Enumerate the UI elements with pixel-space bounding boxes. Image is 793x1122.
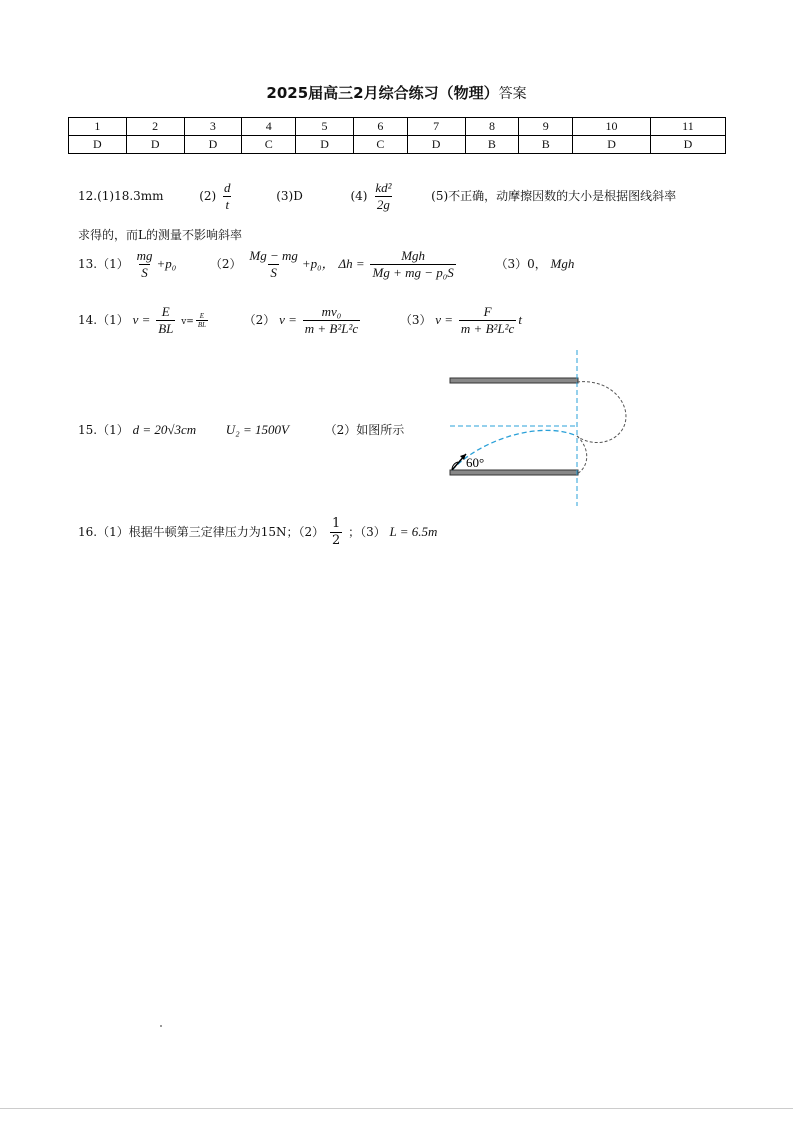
q15-label: 15.（1） [78, 423, 129, 437]
page-title [0, 82, 793, 103]
q16-line [78, 516, 437, 549]
magnetic-field-arc [577, 382, 626, 443]
q14-small-v: v= [181, 317, 194, 327]
table-cell: C [353, 136, 407, 154]
q14-line [78, 304, 522, 337]
q12-fraction-kd2-2g: $\frac{\text{kd²}}{2g}$ [375, 180, 392, 212]
table-cell: 4 [242, 118, 296, 136]
table-cell: 3 [184, 118, 242, 136]
q13-fraction-3: $\frac{\text{Mgh}}{\text{Mg + mg − p₀S}}$ [372, 248, 454, 280]
q14-v1: v = [132, 312, 151, 327]
table-cell: D [184, 136, 242, 154]
q14-small-fraction: $\frac{E}{BL}$ [197, 312, 206, 329]
q12-part4: (4) [350, 189, 368, 203]
return-arc [577, 436, 587, 474]
table-cell: 8 [465, 118, 519, 136]
q16-fraction-half: $\frac{1}{2}$ [331, 516, 341, 548]
q15-d-expression: d = 20√3cm [132, 422, 197, 437]
q14-label: 14.（1） [78, 313, 129, 327]
q13-dh: Δh = [338, 256, 365, 271]
table-cell: 2 [126, 118, 184, 136]
q13-f1-tail: +p₀ [156, 256, 177, 271]
trajectory-diagram [440, 350, 640, 510]
table-cell: D [69, 136, 127, 154]
table-cell: 6 [353, 118, 407, 136]
q16-label: 16.（1）根据牛顿第三定律压力为15N；（2） [78, 525, 325, 539]
q15-line [78, 421, 404, 438]
table-cell: 5 [296, 118, 354, 136]
table-cell: 11 [650, 118, 725, 136]
q15-u-expression: U₂ = 1500V [225, 422, 289, 437]
table-cell: D [296, 136, 354, 154]
table-row-numbers [69, 118, 726, 136]
upper-plate [450, 378, 578, 383]
q13-label: 13.（1） [78, 257, 129, 271]
table-cell: 9 [519, 118, 573, 136]
table-cell: D [126, 136, 184, 154]
q13-part3-value: Mgh [550, 256, 575, 271]
page-bottom-rule [0, 1108, 793, 1109]
table-cell: D [573, 136, 651, 154]
table-row-answers [69, 136, 726, 154]
q12-label: 12.(1)18.3mm [78, 189, 164, 203]
q14-v2: v = [279, 312, 297, 327]
q15-part2: （2）如图所示 [324, 423, 405, 437]
title-suffix: 答案 [498, 86, 527, 102]
lower-plate [450, 470, 578, 475]
table-cell: B [465, 136, 519, 154]
q13-f2-tail: +p₀， [301, 256, 335, 271]
q13-line [78, 248, 574, 281]
answer-table [68, 117, 726, 154]
q16-part3: ；（3） [348, 525, 386, 539]
q14-v3: v = [435, 312, 454, 327]
q14-part2: （2） [243, 313, 276, 327]
q14-part3: （3） [399, 313, 432, 327]
table-cell: 10 [573, 118, 651, 136]
q14-fraction-e-bl: $\frac{E}{BL}$ [158, 304, 174, 336]
q14-fraction-2: $\frac{\text{mv₀}}{\text{m + B²L²c}}$ [304, 304, 359, 336]
q12-fraction-d-t: $\frac{d}{t}$ [224, 180, 231, 212]
q12-continuation: 求得的，而L的测量不影响斜率 [78, 228, 242, 242]
q13-fraction-2: $\frac{Mg - mg}{S}$ [249, 248, 298, 280]
q13-part2: （2） [209, 257, 242, 271]
table-cell: 1 [69, 118, 127, 136]
q12-part2: (2) [199, 189, 217, 203]
title-main: 2025届高三2月综合练习（物理） [266, 84, 499, 102]
q12-line [78, 180, 676, 213]
q13-part3: （3）0， [495, 257, 547, 271]
q12-part5: (5)不正确，动摩擦因数的大小是根据图线斜率 [431, 189, 677, 203]
table-cell: C [242, 136, 296, 154]
q12-part3: (3)D [276, 189, 303, 203]
table-cell: B [519, 136, 573, 154]
angle-label: 60° [466, 455, 485, 470]
q14-f3-tail: t [518, 312, 522, 327]
stray-dot [160, 1025, 162, 1027]
table-cell: 7 [407, 118, 465, 136]
table-cell: D [650, 136, 725, 154]
table-cell: D [407, 136, 465, 154]
q16-part3-value: L = 6.5m [389, 524, 438, 539]
q14-fraction-3: $\frac{F}{\text{m + B²L²c}}$ [460, 304, 515, 336]
q13-fraction-mg-s: $\frac{mg}{S}$ [136, 248, 153, 280]
